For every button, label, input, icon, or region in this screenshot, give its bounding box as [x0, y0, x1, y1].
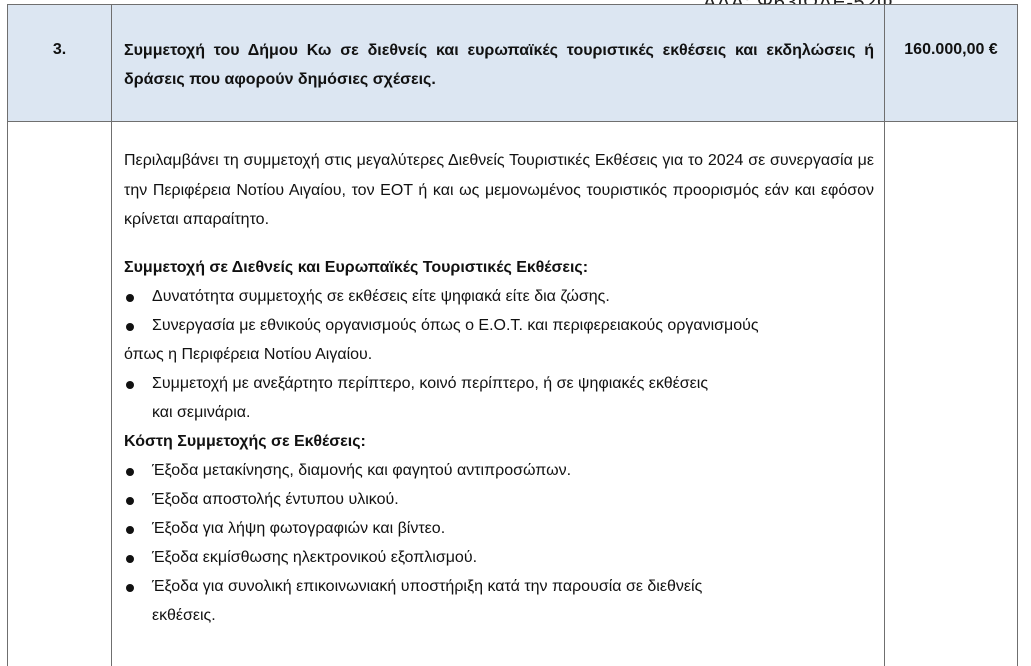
list-item: Συνεργασία με εθνικούς οργανισμούς όπως ο Ε.Ο.Τ. και περιφερειακούς οργανισμούς όπως η Περιφέρεια Νοτίου Αιγαίου.	[124, 311, 874, 369]
list-item: Έξοδα μετακίνησης, διαμονής και φαγητού αντιπροσώπων.	[124, 456, 874, 485]
bullet-icon	[126, 294, 134, 302]
bullet-icon	[126, 381, 134, 389]
empty-number-cell	[8, 122, 112, 666]
row-title: Συμμετοχή του Δήμου Κω σε διεθνείς και ευρωπαϊκές τουριστικές εκθέσεις και εκδηλώσεις ή δράσεις που αφορούν δημόσιες σχέσεις.	[112, 5, 885, 122]
section2-title: Κόστη Συμμετοχής σε Εκθέσεις:	[124, 427, 874, 456]
section2-list	[124, 456, 874, 630]
row-number: 3.	[8, 5, 112, 122]
budget-table	[7, 4, 1018, 666]
list-item: Έξοδα για συνολική επικοινωνιακή υποστήριξη κατά την παρουσία σε διεθνείς εκθέσεις.	[124, 572, 874, 630]
bullet-icon	[126, 468, 134, 476]
intro-paragraph: Περιλαμβάνει τη συμμετοχή στις μεγαλύτερες Διεθνείς Τουριστικές Εκθέσεις για το 2024 σε συνεργασία με την Περιφέρεια Νοτίου Αιγαίου, τον ΕΟΤ ή και ως μεμονωμένος τουριστικός προορισμός εάν και εφόσον κρίνεται απαραίτητο.	[124, 146, 874, 235]
empty-amount-cell	[885, 122, 1018, 666]
row-amount: 160.000,00 €	[885, 5, 1018, 122]
section1-list	[124, 282, 874, 427]
list-item: Έξοδα για λήψη φωτογραφιών και βίντεο.	[124, 514, 874, 543]
list-item: Έξοδα αποστολής έντυπου υλικού.	[124, 485, 874, 514]
list-item: Έξοδα εκμίσθωσης ηλεκτρονικού εξοπλισμού.	[124, 543, 874, 572]
bullet-icon	[126, 497, 134, 505]
bullet-icon	[126, 555, 134, 563]
description-cell	[112, 122, 885, 666]
list-item: Δυνατότητα συμμετοχής σε εκθέσεις είτε ψηφιακά είτε δια ζώσης.	[124, 282, 874, 311]
section1-title: Συμμετοχή σε Διεθνείς και Ευρωπαϊκές Τουριστικές Εκθέσεις:	[124, 253, 874, 282]
bullet-icon	[126, 323, 134, 331]
bullet-icon	[126, 584, 134, 592]
table-body-row	[8, 122, 1018, 666]
table-header-row	[8, 5, 1018, 122]
bullet-icon	[126, 526, 134, 534]
list-item: Συμμετοχή με ανεξάρτητο περίπτερο, κοινό περίπτερο, ή σε ψηφιακές εκθέσεις και σεμινάρια.	[124, 369, 874, 427]
